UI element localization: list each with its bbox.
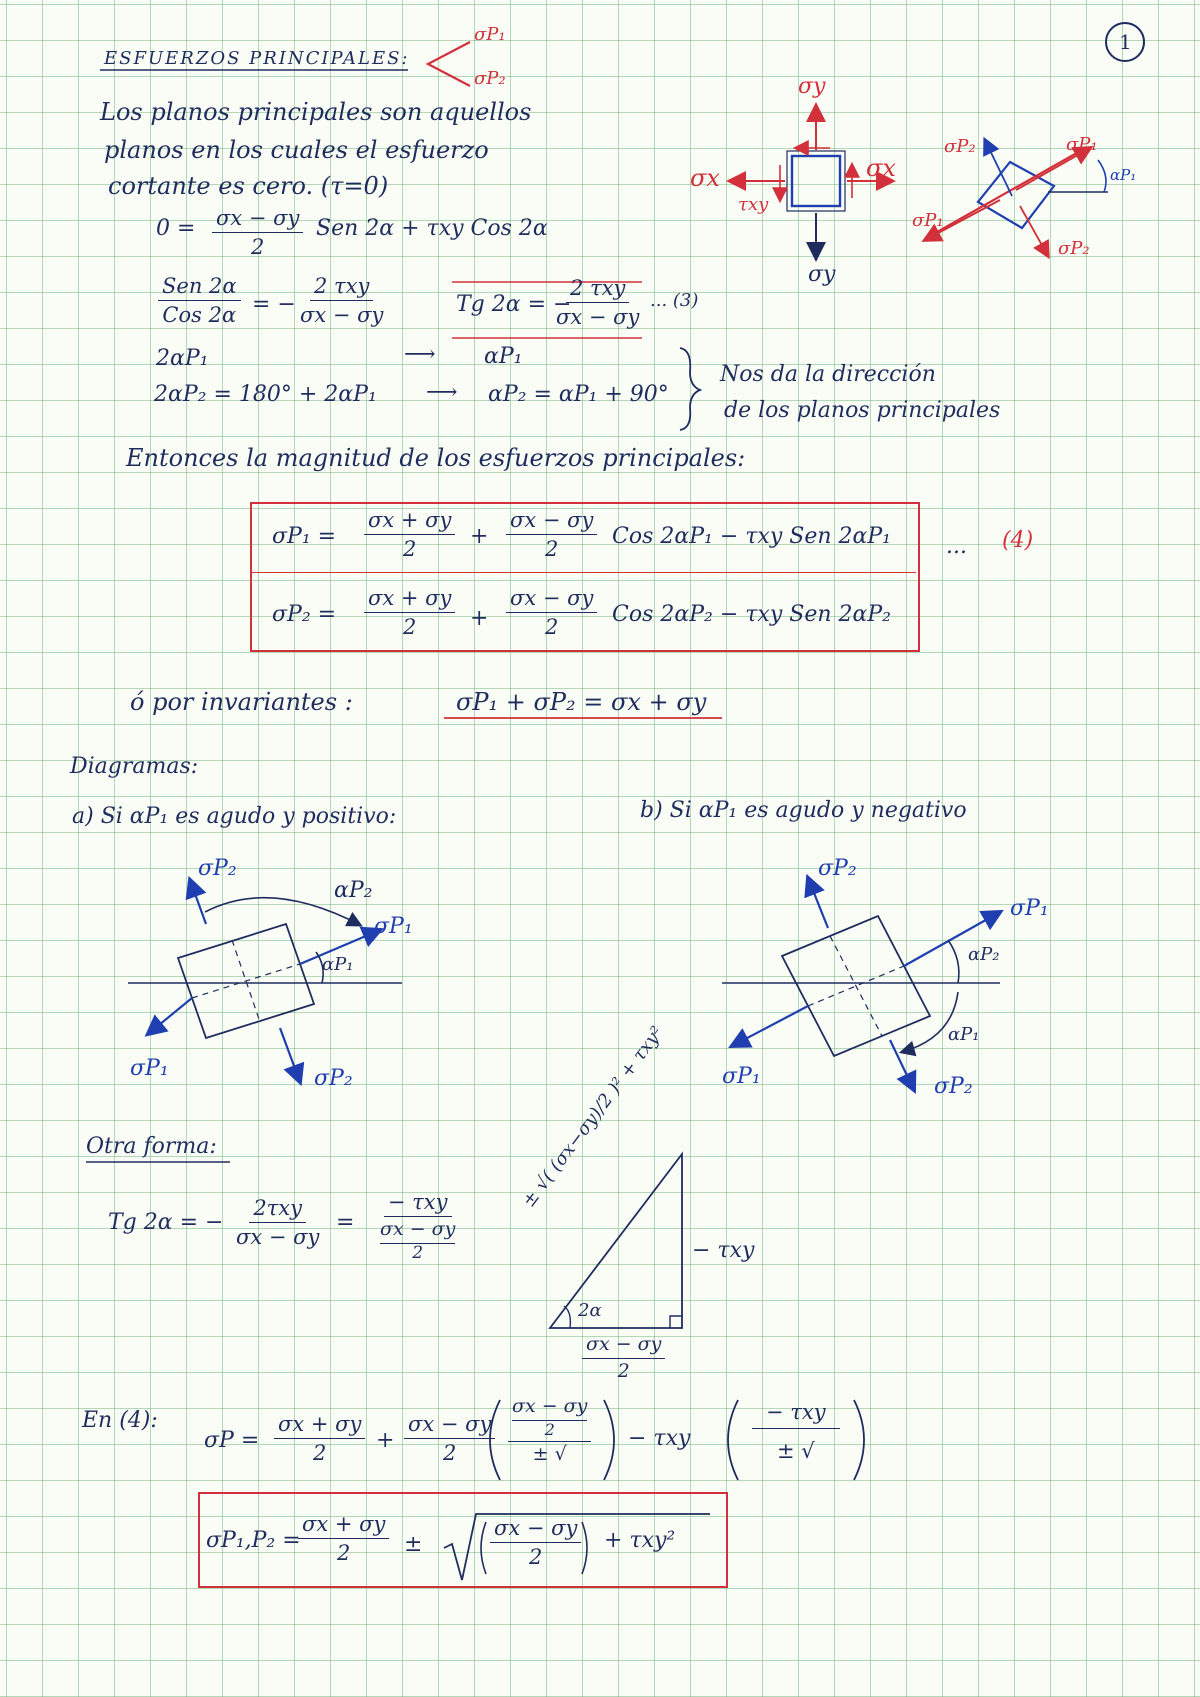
rot-alpha: αP₁ (1110, 166, 1137, 184)
en4-den2: 2 (442, 1441, 457, 1466)
b-p2-bottom: σP₂ (934, 1074, 973, 1099)
angle-row1-arrow: ⟶ (404, 342, 436, 367)
angle-brace (680, 348, 700, 430)
tan-fraction (556, 276, 639, 329)
otra-forma-title: Otra forma: (86, 1134, 217, 1159)
invariants-expr: σP₁ + σP₂ = σx + σy (456, 688, 707, 716)
diagram-a-label: a) Si αP₁ es agudo y positivo: (72, 804, 397, 829)
b-alpha-p1: αP₁ (948, 1024, 980, 1045)
b-p2-top: σP₂ (818, 856, 857, 881)
a-p1-right: σP₁ (374, 914, 413, 939)
tan-num: 2 τxy (566, 276, 629, 303)
b-p1-right: σP₁ (1010, 896, 1049, 921)
sketch-sx-right: σx (866, 154, 896, 182)
en4-in1-den: ± √ (532, 1443, 567, 1466)
a-alpha-p1: αP₁ (322, 954, 354, 975)
diagram-a (128, 880, 402, 1082)
diagrams-title: Diagramas: (70, 754, 199, 779)
otra-forma-den2-bot: 2 (412, 1242, 424, 1263)
intro-line-3: cortante es cero. (τ=0) (108, 172, 389, 200)
a-p2-bottom: σP₂ (314, 1066, 353, 1091)
en4-in1-num: σx − σy (512, 1396, 587, 1421)
en4-frac2 (404, 1412, 495, 1465)
otra-forma-num1: 2τxy (249, 1196, 306, 1223)
ratio-num1: Sen 2α (158, 274, 241, 301)
f4-p2-frac1 (364, 586, 455, 639)
en4-inner1-top (508, 1396, 591, 1442)
stress-element-sketch (730, 106, 892, 258)
rot-p2-top: σP₂ (944, 136, 976, 157)
f4-p1-den1: 2 (402, 537, 417, 562)
ratio-right-fraction (300, 274, 383, 327)
header-sigma-p1: σP₁ (474, 24, 506, 45)
angle-row2-left: 2αP₂ = 180° + 2αP₁ (154, 382, 377, 407)
otra-forma-num2: − τxy (384, 1190, 452, 1217)
f4-p1-lhs: σP₁ = (272, 524, 337, 549)
angle-row2-right: αP₂ = αP₁ + 90° (488, 382, 669, 407)
sketch-sx-left: σx (690, 164, 720, 192)
header-brace (428, 42, 470, 86)
formula4-divider (250, 572, 916, 573)
rot-p1-left: σP₁ (912, 210, 944, 231)
angle-note-1: Nos da la dirección (720, 362, 936, 387)
rot-p1-top: σP₁ (1066, 134, 1098, 155)
en4-minus: − τxy (628, 1426, 691, 1451)
en4-frac1 (274, 1412, 365, 1465)
ratio-den2: σx − σy (300, 303, 384, 328)
en4-inner2 (752, 1396, 840, 1463)
final-rad-num: σx − σy (490, 1516, 581, 1543)
otra-forma-frac1 (236, 1196, 319, 1249)
triangle-angle: 2α (578, 1300, 602, 1321)
sketch-sy-bottom: σy (808, 262, 836, 287)
ratio-den1: Cos 2α (162, 303, 237, 328)
eq-zero-num: σx − σy (212, 206, 303, 233)
f4-p2-num2: σx − σy (506, 586, 597, 613)
final-den: 2 (336, 1541, 351, 1566)
otra-forma-den2 (380, 1217, 455, 1263)
sketch-sy-top: σy (798, 74, 826, 99)
final-radicand-frac (490, 1516, 581, 1569)
rot-p2-bottom: σP₂ (1058, 238, 1090, 259)
diagram-b (722, 878, 1000, 1090)
final-rad-rest: + τxy² (604, 1528, 676, 1553)
otra-forma-eq: = (336, 1210, 355, 1235)
f4-p1-num1: σx + σy (364, 508, 455, 535)
intro-line-2: planos en los cuales el esfuerzo (104, 136, 489, 164)
f4-p1-den2: 2 (544, 537, 559, 562)
final-pm: ± (404, 1532, 423, 1557)
eq-zero-rest: Sen 2α + τxy Cos 2α (316, 216, 548, 241)
eq-zero-den: 2 (250, 235, 265, 260)
en4-num1: σx + σy (274, 1412, 365, 1439)
f4-p2-frac2 (506, 586, 597, 639)
triangle-opposite: − τxy (692, 1238, 755, 1263)
otra-forma-frac2 (380, 1190, 455, 1264)
invariants-label: ó por invariantes : (130, 688, 353, 716)
final-frac (298, 1512, 389, 1565)
angle-row1-left: 2αP₁ (156, 346, 209, 371)
b-alpha-p2: αP₂ (968, 944, 1000, 965)
f4-tag: (4) (1002, 528, 1034, 553)
final-rad-den: 2 (528, 1545, 543, 1570)
en4-den1: 2 (312, 1441, 327, 1466)
f4-p1-num2: σx − σy (506, 508, 597, 535)
b-p1-left: σP₁ (722, 1064, 761, 1089)
f4-p2-lhs: σP₂ = (272, 602, 337, 627)
section-title: ESFUERZOS PRINCIPALES: (104, 48, 410, 69)
f4-p2-den1: 2 (402, 615, 417, 640)
triangle-adj-bot: 2 (617, 1359, 630, 1382)
tan-den: σx − σy (556, 305, 640, 330)
f4-tag-dots: ... (946, 534, 967, 559)
sketch-txy: τxy (738, 194, 769, 215)
right-triangle (550, 1154, 682, 1328)
triangle-adj-top: σx − σy (582, 1334, 665, 1359)
en4-lhs: σP = (204, 1428, 260, 1453)
a-alpha-p2: αP₂ (334, 878, 373, 903)
en4-inner1 (508, 1396, 591, 1466)
otra-forma-den2-top: σx − σy (380, 1219, 455, 1244)
angle-row1-right: αP₁ (484, 344, 523, 369)
f4-p2-num1: σx + σy (364, 586, 455, 613)
en4-label: En (4): (82, 1408, 158, 1433)
ratio-eq: = − (252, 292, 296, 317)
otra-forma-den1: σx − σy (236, 1225, 320, 1250)
f4-p1-frac2 (506, 508, 597, 561)
a-p2-top: σP₂ (198, 856, 237, 881)
angle-row2-arrow: ⟶ (426, 380, 458, 405)
magnitude-intro: Entonces la magnitud de los esfuerzos principales: (126, 444, 746, 472)
header-sigma-p2: σP₂ (474, 68, 506, 89)
en4-in1-mid: 2 (544, 1419, 555, 1439)
page-number: 1 (1119, 30, 1132, 54)
en4-plus: + (376, 1428, 395, 1453)
final-lhs: σP₁,P₂ = (206, 1528, 301, 1553)
final-num: σx + σy (298, 1512, 389, 1539)
diagram-b-label: b) Si αP₁ es agudo y negativo (640, 798, 967, 823)
triangle-hyp: ± √( (σx−σy)/2 )² + τxy² (518, 1022, 668, 1212)
otra-forma-lhs: Tg 2α = − (108, 1210, 224, 1235)
eq-zero-lhs: 0 = (156, 216, 196, 241)
triangle-adjacent (582, 1334, 665, 1383)
angle-note-2: de los planos principales (724, 398, 1001, 423)
eq-zero-fraction (212, 206, 303, 259)
f4-p1-rest: Cos 2αP₁ − τxy Sen 2αP₁ (612, 524, 891, 549)
a-p1-left: σP₁ (130, 1056, 169, 1081)
intro-line-1: Los planos principales son aquellos (100, 98, 532, 126)
f4-p1-frac1 (364, 508, 455, 561)
ratio-left-fraction (158, 274, 241, 327)
f4-p2-plus: + (470, 606, 489, 631)
en4-in2-num: − τxy (752, 1396, 840, 1429)
tan-tag: ... (3) (650, 290, 699, 311)
f4-p2-den2: 2 (544, 615, 559, 640)
en4-in2-den: ± √ (776, 1439, 815, 1464)
f4-p1-plus: + (470, 524, 489, 549)
en4-num2: σx − σy (404, 1412, 495, 1439)
ratio-num2: 2 τxy (310, 274, 373, 301)
tan-lhs: Tg 2α = − (456, 292, 572, 317)
f4-p2-rest: Cos 2αP₂ − τxy Sen 2αP₂ (612, 602, 891, 627)
